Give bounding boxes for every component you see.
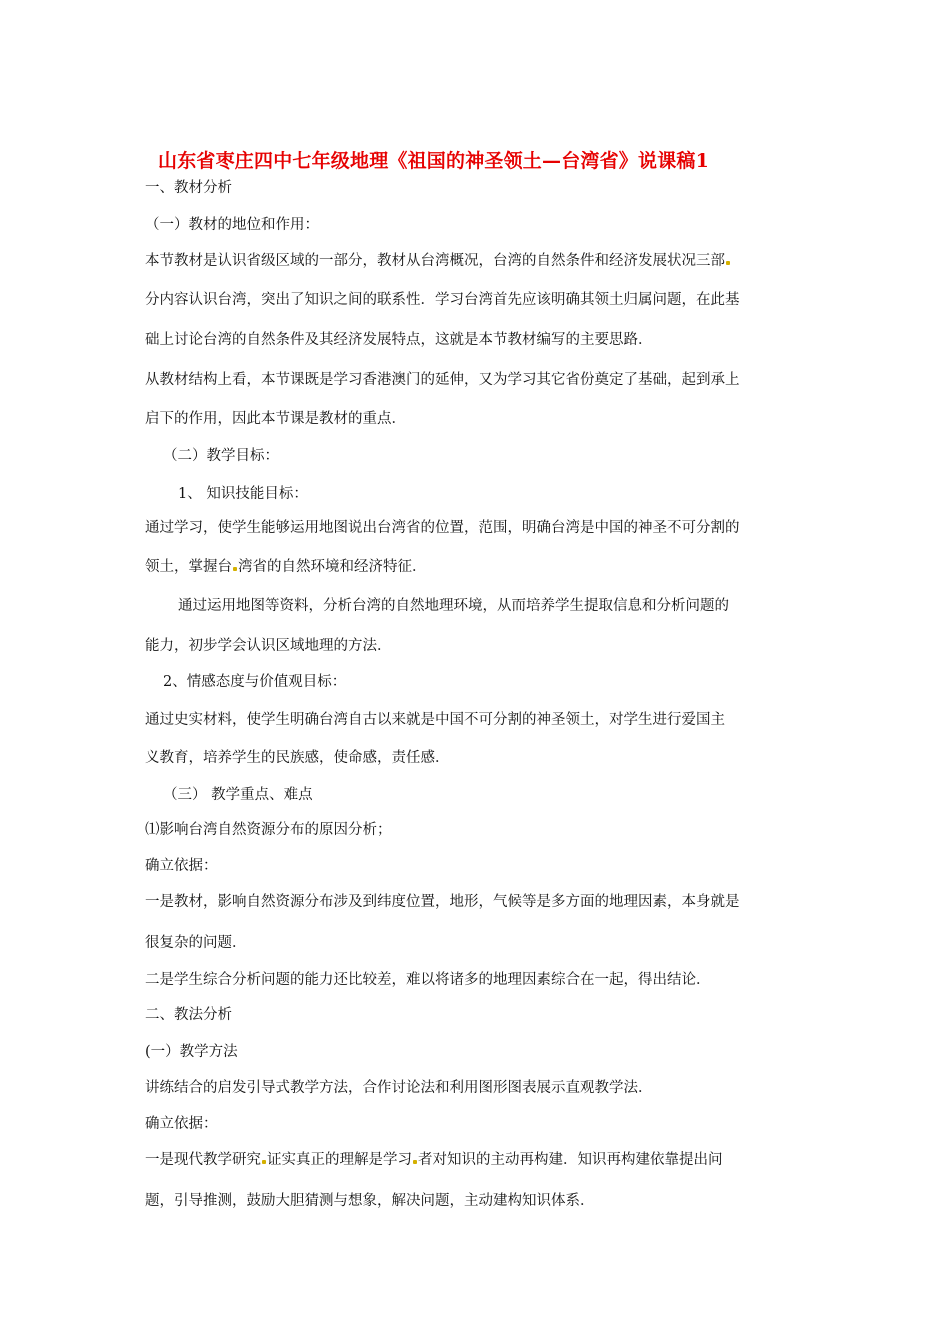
subsection-heading: （三） 教学重点、难点 <box>163 787 313 803</box>
subsection-heading: （二）教学目标： <box>163 448 279 464</box>
paragraph-line: 启下的作用，因此本节课是教材的重点． <box>145 411 406 427</box>
subsection-heading: （一）教材的地位和作用： <box>145 217 319 233</box>
mark-dot <box>262 1160 266 1164</box>
paragraph-line: 本节教材是认识省级区域的一部分，教材从台湾概况，台湾的自然条件和经济发展状况三部 <box>145 251 731 271</box>
mark-dot <box>233 567 237 571</box>
paragraph-line: 二是学生综合分析问题的能力还比较差，难以将诸多的地理因素综合在一起，得出结论． <box>145 972 711 988</box>
section-heading: 一、教材分析 <box>145 180 232 196</box>
paragraph-line: 从教材结构上看，本节课既是学习香港澳门的延伸，又为学习其它省份奠定了基础，起到承上 <box>145 372 740 388</box>
paragraph-line: 确立依据： <box>145 1116 218 1132</box>
mark-dot <box>726 261 730 265</box>
mark-dot <box>413 1160 417 1164</box>
paragraph-line: 领土，掌握台 湾省的自然环境和经济特征． <box>145 559 427 575</box>
paragraph-line: 确立依据： <box>145 858 218 874</box>
paragraph-line: 能力，初步学会认识区域地理的方法． <box>145 638 392 654</box>
paragraph-line: 义教育，培养学生的民族感，使命感，责任感． <box>145 750 450 766</box>
paragraph-line: 础上讨论台湾的自然条件及其经济发展特点，这就是本节教材编写的主要思路． <box>145 332 653 348</box>
paragraph-line: 讲练结合的启发引导式教学方法，合作讨论法和利用图形图表展示直观教学法． <box>145 1080 653 1096</box>
paragraph-line: 一是现代教学研究 证实真正的理解是学习 者对知识的主动再构建．知识再构建依靠提出问 <box>145 1152 723 1168</box>
paragraph-line: 通过运用地图等资料，分析台湾的自然地理环境，从而培养学生提取信息和分析问题的 <box>178 598 729 614</box>
paragraph-line: 分内容认识台湾，突出了知识之间的联系性．学习台湾首先应该明确其领土归属问题，在此基 <box>145 292 740 308</box>
paragraph-line: ⑴影响台湾自然资源分布的原因分析； <box>145 822 392 838</box>
subsection-heading: (一）教学方法 <box>145 1044 238 1060</box>
paragraph-line: 通过学习，使学生能够运用地图说出台湾省的位置，范围，明确台湾是中国的神圣不可分割的 <box>145 520 740 536</box>
paragraph-line: 题，引导推测，鼓励大胆猜测与想象，解决问题，主动建构知识体系． <box>145 1193 595 1209</box>
paragraph-line: 一是教材，影响自然资源分布涉及到纬度位置，地形，气候等是多方面的地理因素，本身就是 <box>145 894 740 910</box>
paragraph-line: 通过史实材料，使学生明确台湾自古以来就是中国不可分割的神圣领土，对学生进行爱国主 <box>145 712 725 728</box>
paragraph-line: 很复杂的问题． <box>145 935 247 951</box>
section-heading: 二、教法分析 <box>145 1007 232 1023</box>
list-heading: 1、 知识技能目标： <box>178 486 308 502</box>
document-title: 山东省枣庄四中七年级地理《祖国的神圣领土—台湾省》说课稿1 <box>158 150 710 172</box>
list-heading: 2、情感态度与价值观目标： <box>163 674 347 690</box>
